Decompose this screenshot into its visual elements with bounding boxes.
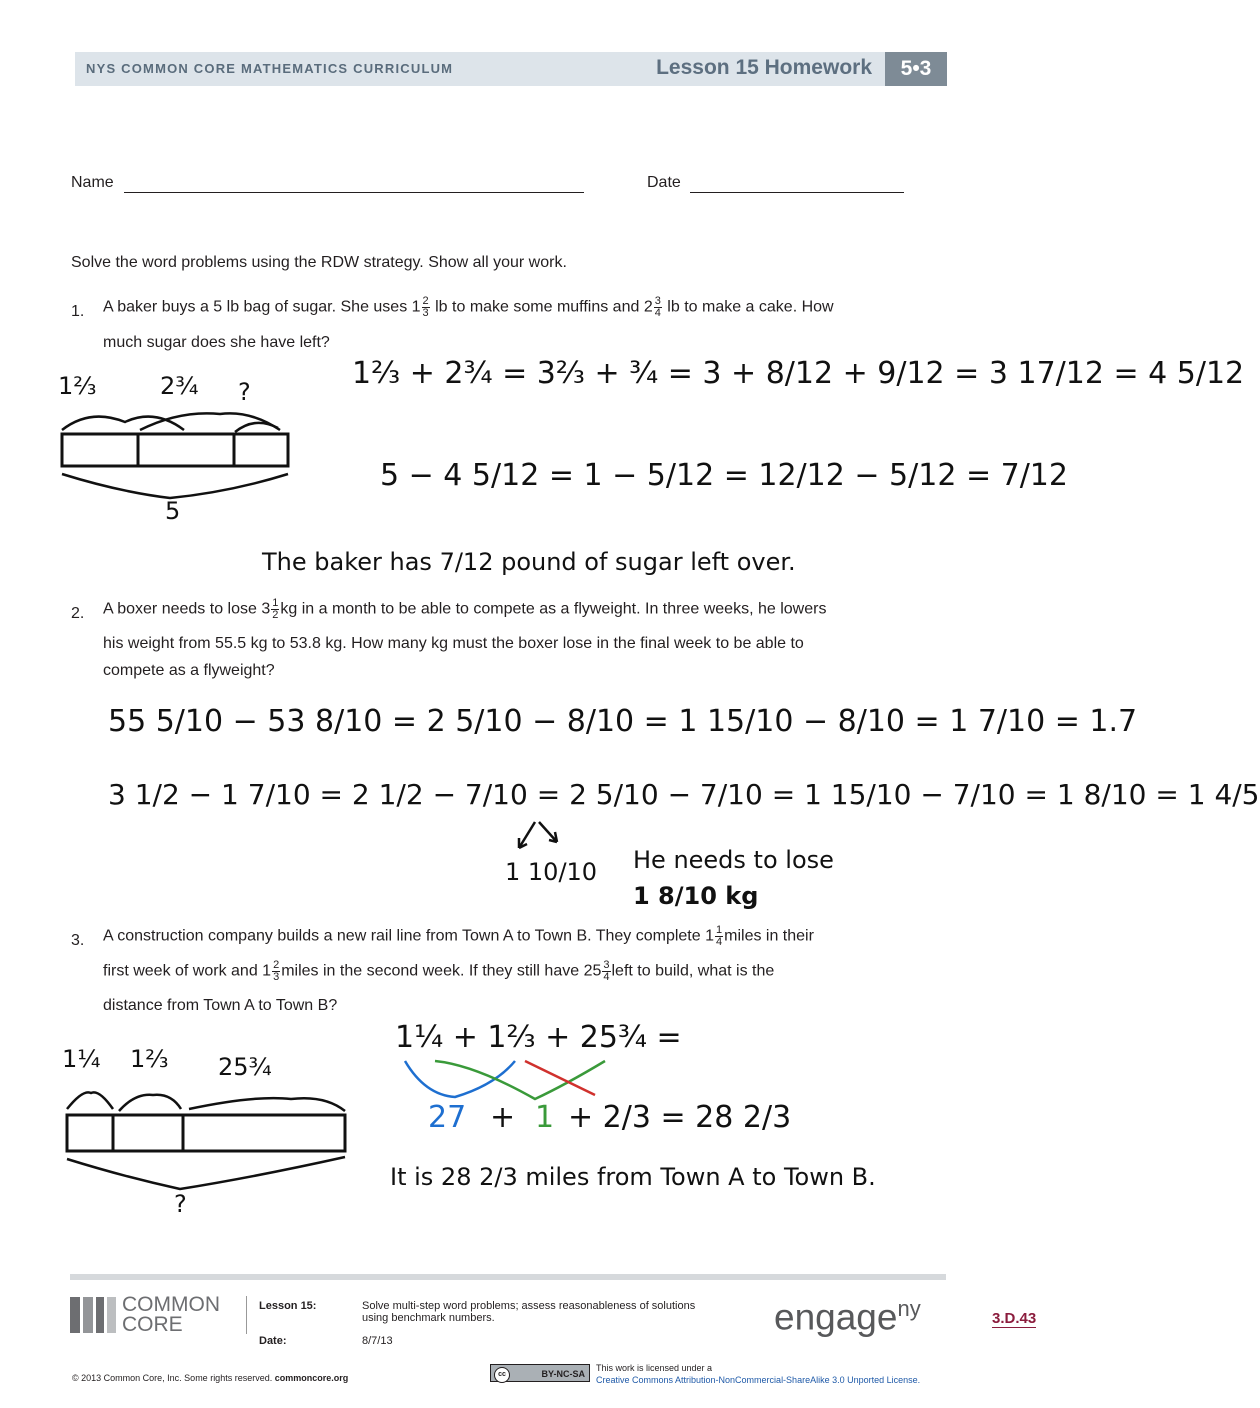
- license-link[interactable]: Creative Commons Attribution-NonCommercial-ShareAlike 3.0 Unported License.: [596, 1375, 921, 1385]
- fraction: $\frac{1}{2}$: [272, 597, 279, 621]
- date-field[interactable]: [690, 174, 904, 193]
- plus-sign: +: [490, 1100, 516, 1135]
- problem-2-text-line3: compete as a flyweight?: [103, 662, 275, 679]
- problem-2-text-line2: his weight from 55.5 kg to 53.8 kg. How many kg must the boxer lose in the final week to be able to: [103, 635, 804, 652]
- split-value: 1 10/10: [505, 858, 598, 886]
- footer-divider: [246, 1296, 247, 1334]
- problem-3-text-line2: first week of work and 1 $\frac{2}{3}$ miles in the second week. If they still have 25 $\frac{3}{4}$ left to build, what is the: [103, 959, 775, 983]
- problem-3-text: A construction company builds a new rail line from Town A to Town B. They complete 1 $\frac{1}{4}$ miles in their: [103, 924, 814, 948]
- tape-label: 1¼: [62, 1045, 101, 1073]
- curriculum-title: NYS COMMON CORE MATHEMATICS CURRICULUM: [86, 61, 454, 76]
- answer-statement: He needs to lose: [633, 846, 834, 874]
- tape-diagram: [50, 400, 310, 500]
- footer-rule: [70, 1274, 946, 1280]
- name-field[interactable]: [124, 174, 584, 193]
- tape-label: 1⅔: [58, 372, 97, 400]
- fraction: $\frac{3}{4}$: [603, 959, 610, 983]
- footer-date-value: 8/7/13: [362, 1335, 393, 1347]
- commoncore-link[interactable]: commoncore.org: [274, 1373, 349, 1383]
- fraction: $\frac{2}{3}$: [422, 295, 429, 319]
- work-line: 5 − 4 5/12 = 1 − 5/12 = 12/12 − 5/12 = 7/12: [380, 458, 1068, 493]
- problem-1-text: A baker buys a 5 lb bag of sugar. She uses 1 $\frac{2}{3}$ lb to make some muffins and 2 $\frac{3}{4}$ lb to make a cake. How: [103, 295, 834, 319]
- lesson-title: Lesson 15 Homework: [656, 56, 872, 79]
- answer-value: 1 8/10 kg: [633, 882, 759, 910]
- name-label: Name: [71, 174, 114, 191]
- cc-license-badge[interactable]: cc BY-NC-SA: [490, 1364, 590, 1382]
- fraction: $\frac{2}{3}$: [273, 959, 280, 983]
- tape-label: 25¾: [218, 1053, 272, 1081]
- work-line: 1⅔ + 2¾ = 3⅔ + ¾ = 3 + 8/12 + 9/12 = 3 17/12 = 4 5/12: [352, 356, 1245, 391]
- license-text: This work is licensed under a Creative Commons Attribution-NonCommercial-ShareAlike 3.0 Unported License.: [596, 1363, 921, 1385]
- footer-date-label: Date:: [259, 1335, 287, 1347]
- common-core-logo-text: COMMON CORE: [122, 1293, 220, 1336]
- copyright: © 2013 Common Core, Inc. Some rights reserved. commoncore.org: [72, 1373, 349, 1383]
- common-core-logo-icon: [70, 1297, 116, 1333]
- tape-label: 1⅔: [130, 1045, 169, 1073]
- tape-diagram: [55, 1085, 355, 1195]
- work-sum-blue: 27: [428, 1100, 467, 1135]
- problem-2-number: 2.: [71, 605, 85, 622]
- tape-label: ?: [238, 378, 251, 406]
- cc-icon: cc: [494, 1367, 510, 1383]
- decompose-arrows: [505, 818, 575, 854]
- problem-2-text: A boxer needs to lose 3 $\frac{1}{2}$ kg in a month to be able to compete as a flyweight. In three weeks, he lowers: [103, 597, 827, 621]
- page-code: 3.D.43: [992, 1310, 1037, 1327]
- instructions: Solve the word problems using the RDW strategy. Show all your work.: [71, 254, 567, 271]
- answer-statement: It is 28 2/3 miles from Town A to Town B.: [390, 1163, 876, 1191]
- work-line: 1¼ + 1⅔ + 25¾ =: [395, 1020, 682, 1055]
- tape-total: 5: [165, 497, 181, 525]
- tape-total: ?: [174, 1190, 187, 1218]
- work-line: 55 5/10 − 53 8/10 = 2 5/10 − 8/10 = 1 15/10 − 8/10 = 1 7/10 = 1.7: [108, 704, 1138, 739]
- module-badge: 5•3: [885, 52, 947, 86]
- grouping-lines: [395, 1055, 655, 1105]
- problem-1-number: 1.: [71, 303, 85, 320]
- problem-1-text-line2: much sugar does she have left?: [103, 334, 330, 351]
- footer-lesson-desc: Solve multi-step word problems; assess reasonableness of solutions using benchmark numbers.: [362, 1300, 696, 1324]
- date-label: Date: [647, 174, 681, 191]
- fraction: $\frac{3}{4}$: [654, 295, 661, 319]
- footer-lesson-label: Lesson 15:: [259, 1300, 317, 1312]
- problem-3-text-line3: distance from Town A to Town B?: [103, 997, 338, 1014]
- work-line: 3 1/2 − 1 7/10 = 2 1/2 − 7/10 = 2 5/10 − 7/10 = 1 15/10 − 7/10 = 1 8/10 = 1 4/5: [108, 778, 1260, 811]
- work-line: + 2/3 = 28 2/3: [568, 1100, 792, 1135]
- tape-label: 2¾: [160, 372, 199, 400]
- answer-statement: The baker has 7/12 pound of sugar left over.: [262, 548, 796, 576]
- problem-3-number: 3.: [71, 932, 85, 949]
- work-sum-green: 1: [535, 1100, 555, 1135]
- fraction: $\frac{1}{4}$: [716, 924, 723, 948]
- engageny-logo: engage$^{ny}$: [774, 1296, 921, 1338]
